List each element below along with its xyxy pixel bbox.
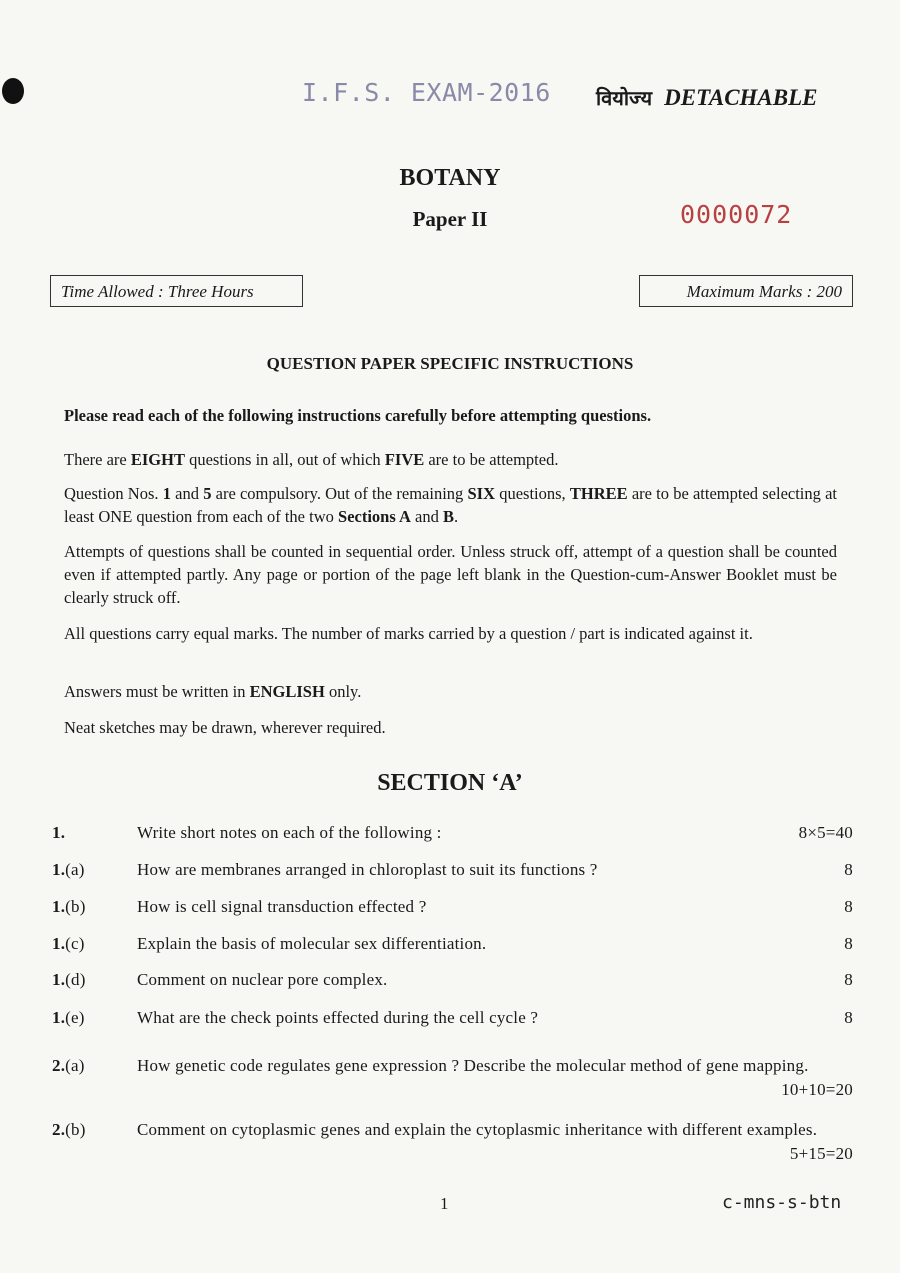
question-number: 1.(d) <box>52 970 86 989</box>
punch-hole-mark <box>2 78 24 104</box>
paper-title: Paper II <box>412 207 488 231</box>
question-marks: 8 <box>844 934 853 953</box>
question-number: 1.(e) <box>52 1008 85 1027</box>
question-number: 1.(b) <box>52 897 86 916</box>
maximum-marks-box: Maximum Marks : 200 <box>639 275 853 307</box>
question-text: What are the check points effected during the cell cycle ? <box>137 1008 539 1027</box>
instruction-equal-marks: All questions carry equal marks. The number of marks carried by a question / part is indicated against it. <box>64 624 753 643</box>
question-text: How is cell signal transduction effected ? <box>137 897 427 916</box>
question-text: Comment on nuclear pore complex. <box>137 970 388 989</box>
question-number: 2.(a) <box>52 1056 85 1075</box>
serial-number: 0000072 <box>680 200 793 229</box>
question-number: 1.(a) <box>52 860 85 879</box>
question-marks: 8 <box>844 1008 853 1027</box>
question-number: 1. <box>52 823 66 842</box>
detachable-hindi: वियोज्य <box>596 86 653 110</box>
question-marks: 8 <box>844 860 853 879</box>
question-number: 2.(b) <box>52 1120 86 1139</box>
detachable-english: DETACHABLE <box>664 85 818 110</box>
question-text: Write short notes on each of the following : <box>137 823 442 842</box>
instructions-title: QUESTION PAPER SPECIFIC INSTRUCTIONS <box>266 354 634 373</box>
time-allowed-box: Time Allowed : Three Hours <box>50 275 303 307</box>
instruction-sketches: Neat sketches may be drawn, wherever required. <box>64 718 386 737</box>
section-heading: SECTION ‘A’ <box>377 770 523 796</box>
question-marks: 8 <box>844 970 853 989</box>
page-number: 1 <box>440 1194 449 1213</box>
question-text: How are membranes arranged in chloroplast to suit its functions ? <box>137 860 598 879</box>
read-instructions-note: Please read each of the following instructions carefully before attempting questions. <box>64 406 652 425</box>
paper-code: c-mns-s-btn <box>722 1192 842 1213</box>
question-text: How genetic code regulates gene expression ? Describe the molecular method of gene mapping. 10+10=20 <box>137 1054 853 1102</box>
instruction-compulsory: Question Nos. 1 and 5 are compulsory. Out of the remaining SIX questions, THREE are to be attempted selecting at least ONE question from each of the two Sections A and B. <box>64 484 837 526</box>
instruction-language: Answers must be written in ENGLISH only. <box>64 682 362 701</box>
question-text: Comment on cytoplasmic genes and explain the cytoplasmic inheritance with different examples. 5+15=20 <box>137 1118 853 1166</box>
subject-title: BOTANY <box>399 165 501 191</box>
question-marks: 8 <box>844 897 853 916</box>
instruction-question-count: There are EIGHT questions in all, out of which FIVE are to be attempted. <box>64 450 559 469</box>
instruction-sequential-order: Attempts of questions shall be counted in sequential order. Unless struck off, attempt of a question shall be counted even if attempted partly. Any page or portion of the page left blank in the Question-cum-Answer Booklet must be clearly struck off. <box>64 542 837 607</box>
question-marks: 10+10=20 <box>781 1080 853 1099</box>
question-marks: 8×5=40 <box>798 823 853 842</box>
exam-stamp: I.F.S. EXAM-2016 <box>302 78 551 107</box>
detachable-label <box>596 84 818 111</box>
question-marks: 5+15=20 <box>789 1144 853 1163</box>
question-number: 1.(c) <box>52 934 85 953</box>
question-text: Explain the basis of molecular sex differentiation. <box>137 934 487 953</box>
